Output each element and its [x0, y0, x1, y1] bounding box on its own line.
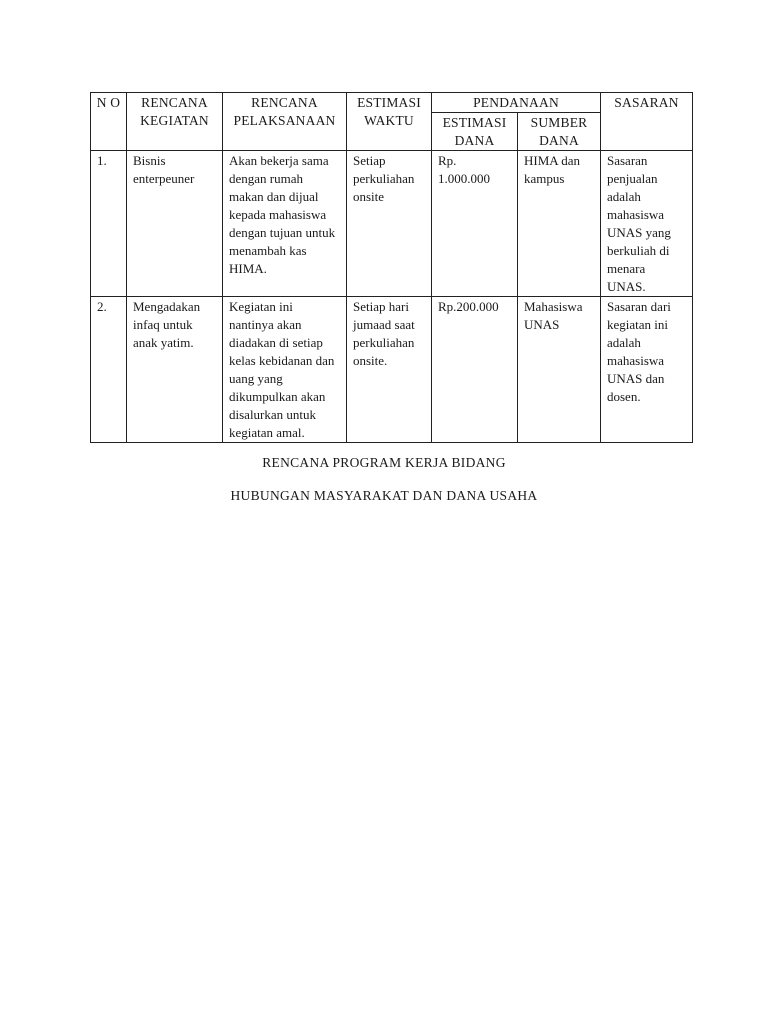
header-estimasi-waktu: ESTIMASI WAKTU	[347, 93, 432, 151]
cell-pelaksanaan: Akan bekerja sama dengan rumah makan dan dijual kepada mahasiswa dengan tujuan untuk menambah kas HIMA.	[223, 151, 347, 297]
header-rencana-pelaksanaan: RENCANA PELAKSANAAN	[223, 93, 347, 151]
cell-waktu: Setiap perkuliahan onsite	[347, 151, 432, 297]
header-sasaran: SASARAN	[601, 93, 693, 151]
caption-subtitle: HUBUNGAN MASYARAKAT DAN DANA USAHA	[230, 488, 538, 503]
table-row	[91, 151, 693, 297]
cell-kegiatan: Bisnis enterpeuner	[127, 151, 223, 297]
header-no: N O	[91, 93, 127, 151]
table-header-row	[91, 93, 693, 113]
cell-sasaran: Sasaran dari kegiatan ini adalah mahasiswa UNAS dan dosen.	[601, 297, 693, 443]
cell-waktu: Setiap hari jumaad saat perkuliahan onsite.	[347, 297, 432, 443]
header-rencana-kegiatan: RENCANA KEGIATAN	[127, 93, 223, 151]
cell-no: 1.	[91, 151, 127, 297]
header-estimasi-dana: ESTIMASI DANA	[432, 113, 518, 151]
caption-title: RENCANA PROGRAM KERJA BIDANG	[262, 455, 506, 470]
header-pendanaan: PENDANAAN	[432, 93, 601, 113]
cell-sasaran: Sasaran penjualan adalah mahasiswa UNAS yang berkuliah di menara UNAS.	[601, 151, 693, 297]
cell-sumber-dana: Mahasiswa UNAS	[518, 297, 601, 443]
cell-estimasi-dana: Rp. 1.000.000	[432, 151, 518, 297]
cell-sumber-dana: HIMA dan kampus	[518, 151, 601, 297]
work-plan-table	[90, 92, 693, 443]
cell-estimasi-dana: Rp.200.000	[432, 297, 518, 443]
cell-pelaksanaan: Kegiatan ini nantinya akan diadakan di setiap kelas kebidanan dan uang yang dikumpulkan akan disalurkan untuk kegiatan amal.	[223, 297, 347, 443]
table-row	[91, 297, 693, 443]
header-sumber-dana: SUMBER DANA	[518, 113, 601, 151]
cell-no: 2.	[91, 297, 127, 443]
cell-kegiatan: Mengadakan infaq untuk anak yatim.	[127, 297, 223, 443]
